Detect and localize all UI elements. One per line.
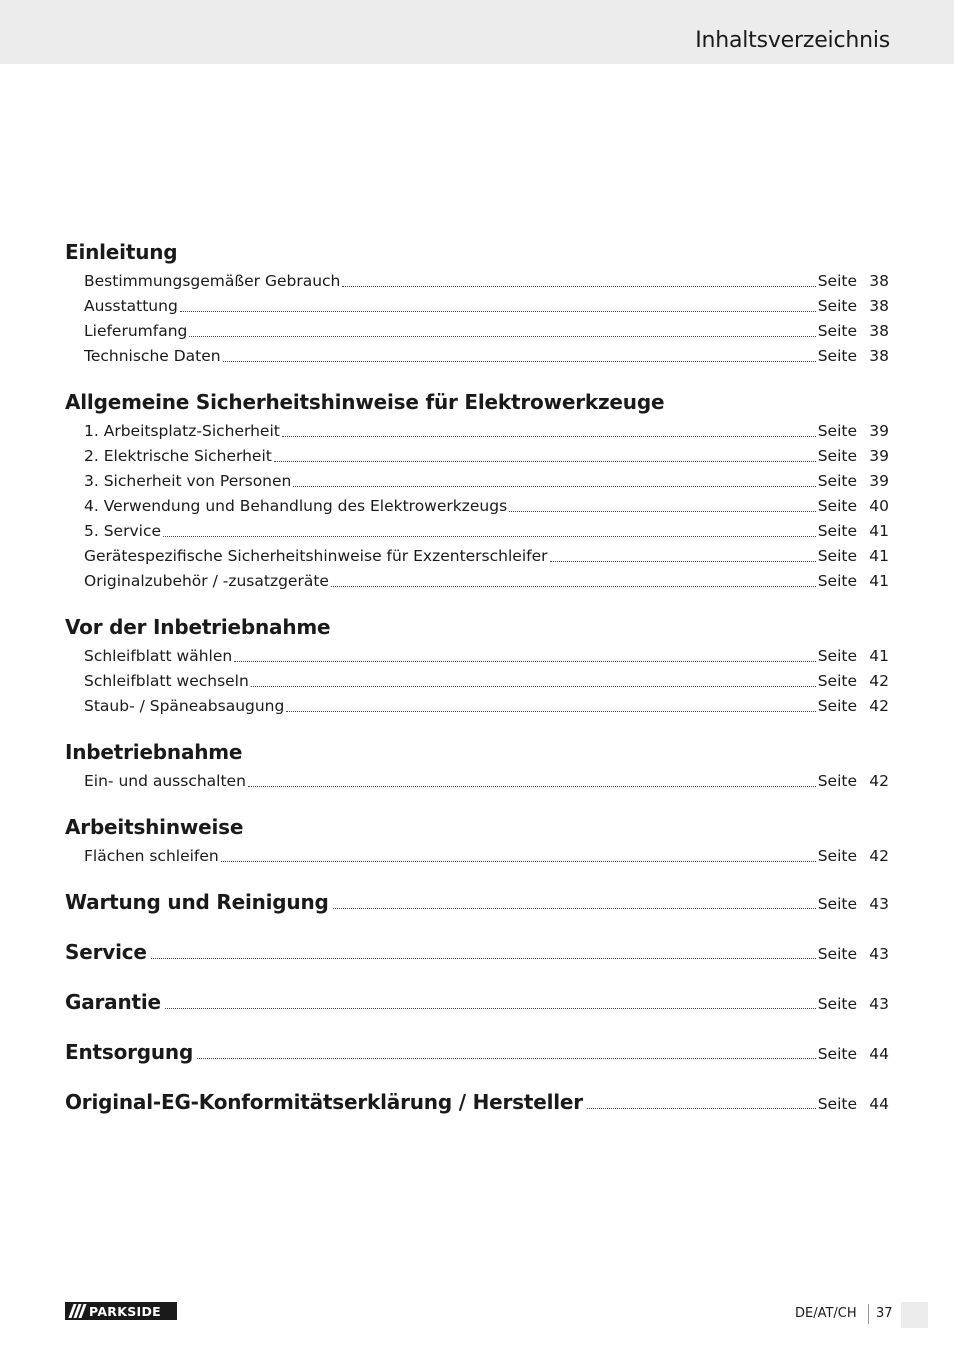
page-number: 44 [869, 1095, 889, 1113]
entry-label: Ausstattung [84, 297, 178, 315]
toc-section [65, 738, 889, 791]
seite-label: Seite [817, 672, 857, 690]
seite-label: Seite [817, 895, 857, 913]
page-number: 38 [869, 322, 889, 340]
entry-label: Lieferumfang [84, 322, 188, 340]
dot-leader [286, 708, 815, 712]
toc-entry[interactable] [65, 491, 889, 516]
dot-leader [293, 483, 815, 487]
dot-leader [331, 583, 816, 587]
page-number: 42 [869, 672, 889, 690]
toc-entry[interactable] [65, 516, 889, 541]
footer-language: DE/AT/CH [795, 1306, 857, 1321]
seite-label: Seite [817, 447, 857, 465]
page-number: 41 [869, 647, 889, 665]
page-number: 38 [869, 297, 889, 315]
page-number: 44 [869, 1045, 889, 1063]
toc-section-entry[interactable] [65, 984, 889, 1016]
dot-leader [163, 533, 816, 537]
page-number: 43 [869, 995, 889, 1013]
entry-label: Flächen schleifen [84, 847, 219, 865]
page-number: 39 [869, 447, 889, 465]
dot-leader [165, 1005, 816, 1009]
toc-entry[interactable] [65, 316, 889, 341]
toc-section [65, 388, 889, 591]
section-heading: Garantie [65, 990, 161, 1014]
entry-label: Gerätespezifische Sicherheitshinweise für Exzenterschleifer [84, 547, 548, 565]
dot-leader [274, 458, 816, 462]
entry-label: Staub- / Späneabsaugung [84, 697, 285, 715]
entry-label: Originalzubehör / -zusatzgeräte [84, 572, 329, 590]
page-number: 39 [869, 472, 889, 490]
dot-leader [151, 955, 816, 959]
seite-label: Seite [817, 1045, 857, 1063]
dot-leader [221, 858, 816, 862]
dot-leader [587, 1105, 816, 1109]
entry-label: Bestimmungsgemäßer Gebrauch [84, 272, 341, 290]
entry-label: 4. Verwendung und Behandlung des Elektrowerkzeugs [84, 497, 508, 515]
section-heading: Einleitung [65, 240, 178, 264]
section-heading: Allgemeine Sicherheitshinweise für Elektrowerkzeuge [65, 390, 665, 414]
page-number: 41 [869, 572, 889, 590]
seite-label: Seite [817, 945, 857, 963]
toc-section [65, 613, 889, 716]
section-heading: Arbeitshinweise [65, 815, 244, 839]
toc-entry[interactable] [65, 841, 889, 866]
seite-label: Seite [817, 522, 857, 540]
footer-tab-box [901, 1302, 928, 1328]
seite-label: Seite [817, 547, 857, 565]
toc-entry[interactable] [65, 766, 889, 791]
toc-entry[interactable] [65, 666, 889, 691]
entry-label: Ein- und ausschalten [84, 772, 246, 790]
dot-leader [509, 508, 816, 512]
seite-label: Seite [817, 472, 857, 490]
toc-section-entry[interactable] [65, 884, 889, 916]
seite-label: Seite [817, 497, 857, 515]
seite-label: Seite [817, 772, 857, 790]
entry-label: 3. Sicherheit von Personen [84, 472, 292, 490]
dot-leader [333, 905, 816, 909]
page-title: Inhaltsverzeichnis [695, 28, 890, 53]
page-number: 38 [869, 347, 889, 365]
page-number: 41 [869, 547, 889, 565]
toc-entry[interactable] [65, 266, 889, 291]
toc-entry[interactable] [65, 441, 889, 466]
parkside-logo [65, 1302, 177, 1320]
toc-section-entry[interactable] [65, 1084, 889, 1116]
entry-label: Technische Daten [84, 347, 221, 365]
entry-label: 1. Arbeitsplatz-Sicherheit [84, 422, 280, 440]
footer-divider [868, 1304, 869, 1324]
toc-section [65, 238, 889, 366]
toc-entry[interactable] [65, 641, 889, 666]
page-number: 41 [869, 522, 889, 540]
toc-section-entry[interactable] [65, 934, 889, 966]
section-heading: Original-EG-Konformitätserklärung / Hersteller [65, 1090, 583, 1114]
seite-label: Seite [817, 1095, 857, 1113]
dot-leader [189, 333, 815, 337]
page-number: 43 [869, 895, 889, 913]
seite-label: Seite [817, 297, 857, 315]
toc-section [65, 813, 889, 866]
footer-page-number: 37 [876, 1306, 893, 1321]
entry-label: 2. Elektrische Sicherheit [84, 447, 272, 465]
section-heading: Inbetriebnahme [65, 740, 243, 764]
seite-label: Seite [817, 422, 857, 440]
dot-leader [180, 308, 816, 312]
entry-label: Schleifblatt wechseln [84, 672, 249, 690]
entry-label: 5. Service [84, 522, 162, 540]
seite-label: Seite [817, 995, 857, 1013]
dot-leader [251, 683, 816, 687]
page-number: 43 [869, 945, 889, 963]
dot-leader [223, 358, 816, 362]
section-heading: Entsorgung [65, 1040, 194, 1064]
toc-entry[interactable] [65, 691, 889, 716]
toc-entry[interactable] [65, 291, 889, 316]
page-number: 42 [869, 697, 889, 715]
section-heading: Service [65, 940, 147, 964]
seite-label: Seite [817, 322, 857, 340]
page-number: 40 [869, 497, 889, 515]
seite-label: Seite [817, 697, 857, 715]
table-of-contents [65, 238, 889, 1116]
section-heading: Vor der Inbetriebnahme [65, 615, 331, 639]
dot-leader [234, 658, 816, 662]
toc-section-entry[interactable] [65, 1034, 889, 1066]
dot-leader [550, 558, 816, 562]
dot-leader [342, 283, 815, 287]
toc-entry[interactable] [65, 341, 889, 366]
logo-stripes-icon [65, 1302, 87, 1320]
logo-brand-text: PARKSIDE [89, 1303, 161, 1319]
toc-entry[interactable] [65, 566, 889, 591]
section-heading: Wartung und Reinigung [65, 890, 329, 914]
toc-entry[interactable] [65, 466, 889, 491]
entry-label: Schleifblatt wählen [84, 647, 233, 665]
seite-label: Seite [817, 572, 857, 590]
toc-entry[interactable] [65, 416, 889, 441]
seite-label: Seite [817, 272, 857, 290]
dot-leader [282, 433, 816, 437]
dot-leader [248, 783, 816, 787]
page-number: 42 [869, 772, 889, 790]
page-number: 38 [869, 272, 889, 290]
page-number: 39 [869, 422, 889, 440]
toc-entry[interactable] [65, 541, 889, 566]
dot-leader [197, 1055, 816, 1059]
seite-label: Seite [817, 347, 857, 365]
page-number: 42 [869, 847, 889, 865]
seite-label: Seite [817, 847, 857, 865]
seite-label: Seite [817, 647, 857, 665]
